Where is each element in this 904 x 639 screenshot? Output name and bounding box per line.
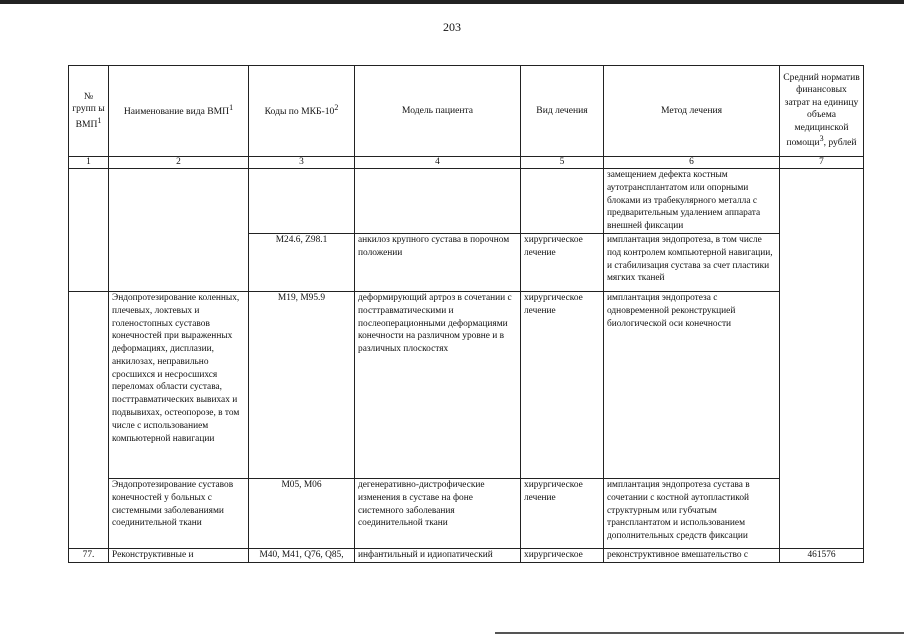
table-row <box>69 549 864 563</box>
top-border-line <box>0 0 904 4</box>
average-cost-cell: 461576 <box>780 549 864 563</box>
icd-codes-cell: M05, M06 <box>249 479 355 549</box>
icd-codes-cell <box>249 169 355 234</box>
vmp-name-cell: Эндопротезирование коленных, плечевых, локтевых и голеностопных суставов конечностей при выраженных деформациях, дисплазии, анкилозах, неправильно сросшихся и несросшихся переломах области сустава, посттравматических вывихах и подвывихах, остеопорозе, в том числе с использованием компьютерной навигации <box>109 292 249 479</box>
treatment-method-cell: реконструктивное вмешательство с <box>604 549 780 563</box>
column-number: 7 <box>780 157 864 169</box>
patient-model-cell: инфантильный и идиопатический <box>355 549 521 563</box>
treatment-type-cell: хирургическое лечение <box>521 292 604 479</box>
icd-codes-cell: M24.6, Z98.1 <box>249 234 355 292</box>
column-numbers-row <box>69 157 864 169</box>
table-row <box>69 169 864 234</box>
treatment-method-cell: имплантация эндопротеза сустава в сочетании с костной аутопластикой структурным или губчатым трансплантатом и использованием дополнительных средств фиксации <box>604 479 780 549</box>
patient-model-cell <box>355 169 521 234</box>
icd-codes-cell: M19, M95.9 <box>249 292 355 479</box>
group-number-cell <box>69 292 109 549</box>
column-number: 2 <box>109 157 249 169</box>
table-row <box>69 479 864 549</box>
patient-model-cell: анкилоз крупного сустава в порочном положении <box>355 234 521 292</box>
treatment-method-cell: замещением дефекта костным аутотрансплантатом или опорными блоками из трабекулярного металла с предварительным удалением аппарата внешней фиксации <box>604 169 780 234</box>
column-number: 1 <box>69 157 109 169</box>
column-number: 6 <box>604 157 780 169</box>
table-header-row <box>69 66 864 157</box>
patient-model-cell: дегенеративно-дистрофические изменения в суставе на фоне системного заболевания соединительной ткани <box>355 479 521 549</box>
treatment-type-cell: хирургическое <box>521 549 604 563</box>
treatment-method-cell: имплантация эндопротеза с одновременной реконструкцией биологической оси конечности <box>604 292 780 479</box>
icd-codes-cell: M40, M41, Q76, Q85, <box>249 549 355 563</box>
vmp-name-cell: Реконструктивные и <box>109 549 249 563</box>
column-number: 3 <box>249 157 355 169</box>
group-number-cell <box>69 169 109 292</box>
header-average-cost: Средний норматив финансовых затрат на единицу объема медицинской помощи$^3$, рублей <box>780 66 864 157</box>
treatment-type-cell: хирургическое лечение <box>521 234 604 292</box>
vmp-name-cell <box>109 169 249 292</box>
treatment-type-cell: хирургическое лечение <box>521 479 604 549</box>
column-number: 5 <box>521 157 604 169</box>
column-number: 4 <box>355 157 521 169</box>
header-group-number: № групп ы ВМП$^1$ <box>69 66 109 157</box>
header-vmp-name: Наименование вида ВМП$^1$ <box>109 66 249 157</box>
treatment-type-cell <box>521 169 604 234</box>
bottom-scan-line <box>495 632 904 634</box>
treatment-method-cell: имплантация эндопротеза, в том числе под контролем компьютерной навигации, и стабилизация сустава за счет пластики мягких тканей <box>604 234 780 292</box>
average-cost-cell <box>780 169 864 549</box>
vmp-name-cell: Эндопротезирование суставов конечностей у больных с системными заболеваниями соединительной ткани <box>109 479 249 549</box>
vmp-table <box>68 65 864 563</box>
page-number: 203 <box>443 20 461 34</box>
group-number-cell: 77. <box>69 549 109 563</box>
header-treatment-type: Вид лечения <box>521 66 604 157</box>
table-row <box>69 292 864 479</box>
patient-model-cell: деформирующий артроз в сочетании с посттравматическими и послеоперационными деформациями конечности на различном уровне и в различных плоскостях <box>355 292 521 479</box>
header-treatment-method: Метод лечения <box>604 66 780 157</box>
header-icd-codes: Коды по МКБ-$10^2$ <box>249 66 355 157</box>
header-patient-model: Модель пациента <box>355 66 521 157</box>
